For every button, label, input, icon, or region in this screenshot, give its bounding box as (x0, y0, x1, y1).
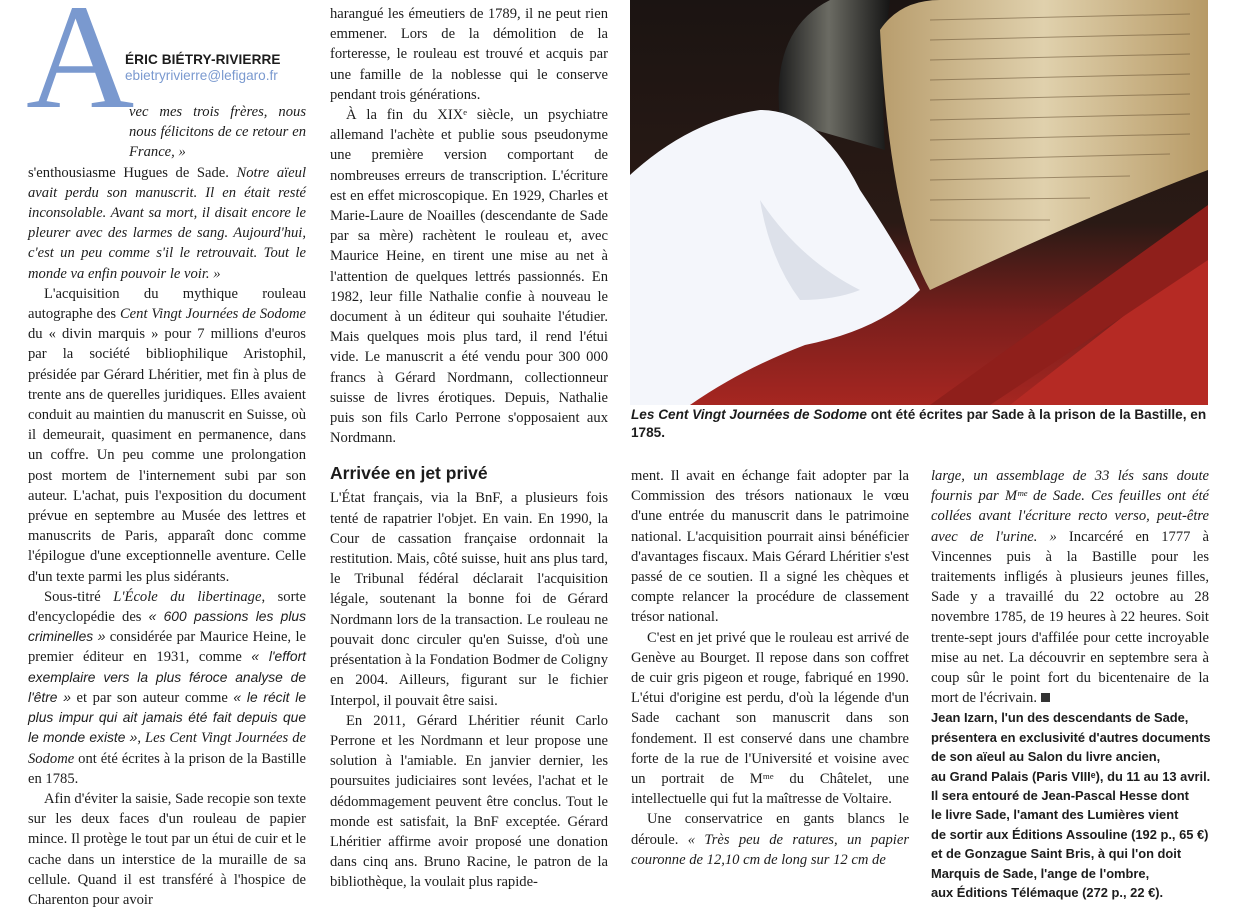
info-box: Jean Izarn, l'un des descendants de Sade, présentera en exclusivité d'autres documents de son aïeul au Salon du livre ancien, au Grand Palais (Paris VIIIᵉ), du 11 au 13 avril. Il sera entouré de Jean-Pascal Hesse dont le livre Sade, l'amant des Lumières vient de sortir aux Éditions Assouline (192 p., 65 €) et de Gonzague Saint Bris, à qui l'on doit Marquis de Sade, l'ange de l'ombre, aux Éditions Télémaque (272 p., 22 €). (931, 710, 1211, 901)
paragraph: L'acquisition du mythique rouleau autographe des Cent Vingt Journées de Sodome du « divin marquis » pour 7 millions d'euros par la société bibliophilique Aristophil, présidée par Gérard Lhéritier, met fin à plus de trente ans de querelles juridiques. Elles avaient conduit au maintien du manuscrit en Suisse, où il demeurait, quasiment en permanence, dans un coffre. Un peu comme une prolongation post mortem de l'internement subi par son auteur. L'achat, puis l'exposition du document prévue en septembre au Musée des lettres et manuscrits de Paris, apparaît donc comme l'épilogue d'une exceptionnelle aventure. Celle d'un texte parmi les plus sidérants. (28, 285, 306, 585)
column-3 (631, 466, 909, 870)
paragraph: ment. Il avait en échange fait adopter par la Commission des trésors nationaux le vœu d'une entrée du manuscrit dans le patrimoine national. L'acquisition pourrait ainsi bénéficier d'avantages fiscaux. Mais Gérard Lhéritier s'est passé de ce soutien. Il a signé les chèques et compte relancer la procédure de classement trésor national. (631, 468, 909, 626)
subheading: Arrivée en jet privé (330, 463, 488, 484)
manuscript-roll-illustration (630, 0, 1208, 405)
paragraph: C'est en jet privé que le rouleau est arrivé de Genève au Bourget. Il repose dans son coffret de cuir gris pigeon et rouge, fabriqué en 1990. L'étui d'origine est perdu, d'où la légende d'un Sade cachant son manuscrit dans son fondement. Il est conservé dans une chambre forte de la rue de l'Université et voisine avec un portrait de Mᵐᵉ du Châtelet, une intellectuelle qui fut la maîtresse de Voltaire. (631, 629, 909, 808)
paragraph: Afin d'éviter la saisie, Sade recopie son texte sur les deux faces d'un rouleau de papier mince. Il protège le tout par un étui de cuir et le cache dans un interstice de la muraille de sa cellule. Quand il est transféré à l'hospice de Charenton pour avoir (28, 790, 306, 908)
paragraph: Sous-titré L'École du libertinage, sorte d'encyclopédie des « 600 passions les plus criminelles » considérée par Maurice Heine, le premier éditeur en 1931, comme « l'effort exemplaire vers la plus féroce analyse de l'être » et par son auteur comme « le récit le plus impur qui ait jamais été fait depuis que le monde existe », Les Cent Vingt Journées de Sodome ont été écrites à la prison de la Bastille en 1785. (28, 588, 307, 787)
photo-caption: Les Cent Vingt Journées de Sodome ont été écrites par Sade à la prison de la Bastille, en 1785. (631, 407, 1207, 440)
column-2 (330, 4, 608, 893)
drop-cap: A (26, 0, 135, 140)
column-1 (28, 102, 306, 910)
author-email[interactable]: ebietryrivierre@lefigaro.fr (125, 68, 278, 83)
paragraph: large, un assemblage de 33 lés sans doute fournis par Mᵐᵉ de Sade. Ces feuilles ont été collées avant l'écriture recto verso, peut-être avec de l'urine. » Incarcéré en 1777 à Vincennes puis à la Bastille pour les traitements infligés à plusieurs jeunes filles, Sade y a travaillé du 22 octobre au 28 novembre 1785, de 19 heures à 22 heures. Soit trente-sept jours d'affilée pour cette incroyable mise au net. La découvrir en septembre sera à coup sûr le point fort du bicentenaire de la mort de l'écrivain. (931, 468, 1210, 707)
paragraph: À la fin du XIXᵉ siècle, un psychiatre allemand l'achète et publie sous pseudonyme une première version comportant de nombreuses erreurs de transcription. L'écriture est en effet microscopique. En 1929, Charles et Marie-Laure de Noailles (descendante de Sade par sa mère) rachètent le rouleau et, avec Maurice Heine, en tirent une mise au net à l'attention de quelques lettrés passionnés. En 1982, leur fille Nathalie confie à nouveau le document à un éditeur qui souhaite l'étudier. Mais quelques mois plus tard, il rend l'étui vide. Le manuscrit a été vendu pour 300 000 francs à Gérard Nordmann, collectionneur suisse de livres érotiques. Depuis, Nathalie puis son fils Carlo Perrone s'opposaient aux Nordmann. (330, 107, 608, 447)
author-name: ÉRIC BIÉTRY-RIVIERRE (125, 52, 281, 67)
end-mark-icon (1041, 693, 1050, 702)
paragraph: harangué les émeutiers de 1789, il ne peut rien emmener. Lors de la démolition de la forteresse, le rouleau est trouvé et acquis par une famille de la noblesse qui le conserve pendant trois générations. (330, 6, 608, 103)
paragraph: Une conservatrice en gants blancs le déroule. « Très peu de ratures, un papier couronne de 12,10 cm de long sur 12 cm de (631, 811, 909, 868)
lead-paragraph-start: vec mes trois frères, nous nous félicitons de ce retour en France, » (129, 104, 306, 161)
lead-paragraph: s'enthousiasme Hugues de Sade. Notre aïeul avait perdu son manuscrit. Il en était resté inconsolable. Avant sa mort, il disait encore le pleurer avec des larmes de sang. Aujourd'hui, c'est un peu comme s'il le retrouvait. Tout le monde va enfin pouvoir le voir. » (28, 164, 307, 282)
byline (125, 52, 281, 84)
paragraph: En 2011, Gérard Lhéritier réunit Carlo Perrone et les Nordmann et leur propose une solution à l'amiable. En janvier dernier, les poursuites judiciaires sont levées, l'achat et le dédommagement peuvent être conclus. Tout le monde est satisfait, la BnF exceptée. Gérard Lhéritier affirme avoir proposé une donation dans cinq ans. Bruno Racine, le patron de la bibliothèque, la voulait plus rapide- (330, 712, 608, 891)
paragraph: L'État français, via la BnF, a plusieurs fois tenté de rapatrier l'objet. En vain. En 1990, la Cour de cassation française ordonnait la restitution. Mais, côté suisse, huit ans plus tard, le Tribunal fédéral déclarait l'acquisition légale, soutenant la bonne foi de Gérard Nordmann lors de la transaction. Le rouleau ne pouvait donc circuler qu'en Suisse, d'où une présentation à la Fondation Bodmer de Coligny en 2004. Ailleurs, figurant sur le fichier Interpol, il pouvait être saisi. (330, 490, 608, 709)
manuscript-photo (630, 0, 1208, 405)
column-4 (931, 466, 1209, 903)
